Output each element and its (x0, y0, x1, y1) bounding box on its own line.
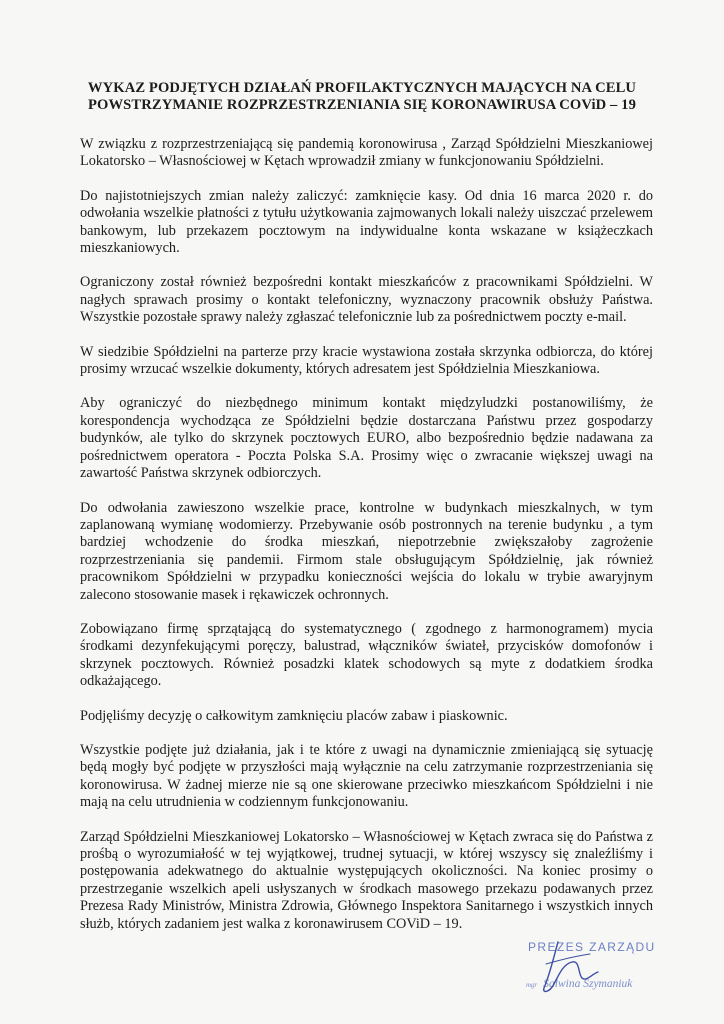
signature-stamp (520, 934, 690, 1004)
paragraph-closing-cashdesk-intro: W związku z rozprzestrzeniającą się pandemią koronowirusa , Zarząd Spółdzielni Mieszkaniowej Lokatorsko – Własnościowej w Kętach wprowadził zmiany w funkcjonowaniu Spółdzielni. (80, 136, 653, 170)
document-body (80, 136, 653, 950)
document-title (60, 80, 664, 114)
paragraph-correspondence: Aby ograniczyć do niezbędnego minimum kontakt międzyludzki postanowiliśmy, że korespondencja wychodząca ze Spółdzielni będzie dostarczana Państwu przez gospodarzy budynków, ale tylko do skrzynek pocztowych EURO, albo bezpośrednio będzie nadawana za pośrednictwem operatora - Poczta Polska S.A. Prosimy więc o zwracanie większej uwagi na zawartość Państwa skrzynek odbiorczych. (80, 395, 653, 482)
stamp-prefix: mgr (526, 981, 538, 989)
paragraph-playgrounds: Podjęliśmy decyzję o całkowitym zamknięciu placów zabaw i piaskownic. (80, 707, 508, 724)
paragraph-disinfection: Zobowiązano firmę sprzątającą do systematycznego ( zgodnego z harmonogramem) mycia środkami dezynfekującymi poręczy, balustrad, włączników świateł, przycisków domofonów i skrzynek pocztowych. Również posadzki klatek schodowych są myte z dodatkiem środka odkażającego. (80, 620, 653, 690)
stamp-title: PREZES ZARZĄDU (528, 940, 656, 954)
paragraph-appeal: Zarząd Spółdzielni Mieszkaniowej Lokatorsko – Własnościowej w Kętach zwraca się do Państwa z prośbą o wyrozumiałość w tej wyjątkowej, trudnej sytuacji, w której wszyscy się znaleźliśmy i postępowania adekwatnego do aktualnie występujących okoliczności. Na koniec prosimy o przestrzeganie wszelkich apeli usłyszanych w środkach masowego przekazu podawanych przez Prezesa Rady Ministrów, Ministra Zdrowia, Głównego Inspektora Sanitarnego i wszystkich innych służb, których zadaniem jest walka z koronawirusem COViD – 19. (80, 828, 653, 932)
title-line-1: WYKAZ PODJĘTYCH DZIAŁAŃ PROFILAKTYCZNYCH MAJĄCYCH NA CELU (87, 80, 637, 96)
handwritten-signature-icon (520, 934, 690, 1004)
paragraph-payments: Do najistotniejszych zmian należy zaliczyć: zamknięcie kasy. Od dnia 16 marca 2020 r. do odwołania wszelkie płatności z tytułu użytkowania zajmowanych lokali należy uiszczać przelewem bankowym, lub przekazem pocztowym na indywidualne konta wskazane w książeczkach mieszkaniowych. (80, 187, 653, 257)
paragraph-suspended-works: Do odwołania zawieszono wszelkie prace, kontrolne w budynkach mieszkalnych, w tym zaplanowaną wymianę wodomierzy. Przebywanie osób postronnych na terenie budynku , a tym bardziej wchodzenie do środka mieszkań, niepotrzebnie zwiększałoby zagrożenie rozprzestrzeniania się pandemii. Firmom stale obsługującym Spółdzielnię, jak również pracownikom Spółdzielni w przypadku konieczności wejścia do lokalu w trybie awaryjnym zalecono stosowanie masek i rękawiczek ochronnych. (80, 499, 653, 603)
paragraph-contact-limits: Ograniczony został również bezpośredni kontakt mieszkańców z pracownikami Spółdzielni. W nagłych sprawach prosimy o kontakt telefoniczny, wyznaczony pracownik obsłuży Państwa. Wszystkie pozostałe sprawy należy zgłaszać telefonicznie lub za pośrednictwem poczty e-mail. (80, 274, 653, 326)
paragraph-drop-box: W siedzibie Spółdzielni na parterze przy kracie wystawiona została skrzynka odbiorcza, do której prosimy wrzucać wszelkie dokumenty, których adresatem jest Spółdzielnia Mieszkaniowa. (80, 343, 653, 378)
title-line-2: POWSTRZYMANIE ROZPRZESTRZENIANIA SIĘ KORONAWIRUSA COViD – 19 (88, 97, 636, 113)
paragraph-purpose: Wszystkie podjęte już działania, jak i te które z uwagi na dynamicznie zmieniającą się sytuację będą mogły być podjęte w przyszłości mają wyłącznie na celu zatrzymanie rozprzestrzeniania się koronowirusa. W żadnej mierze nie są one skierowane przeciwko mieszkańcom Spółdzielni i nie mają na celu utrudnienia w codziennym funkcjonowaniu. (80, 741, 653, 811)
stamp-name: Salwina Szymaniuk (543, 978, 633, 990)
